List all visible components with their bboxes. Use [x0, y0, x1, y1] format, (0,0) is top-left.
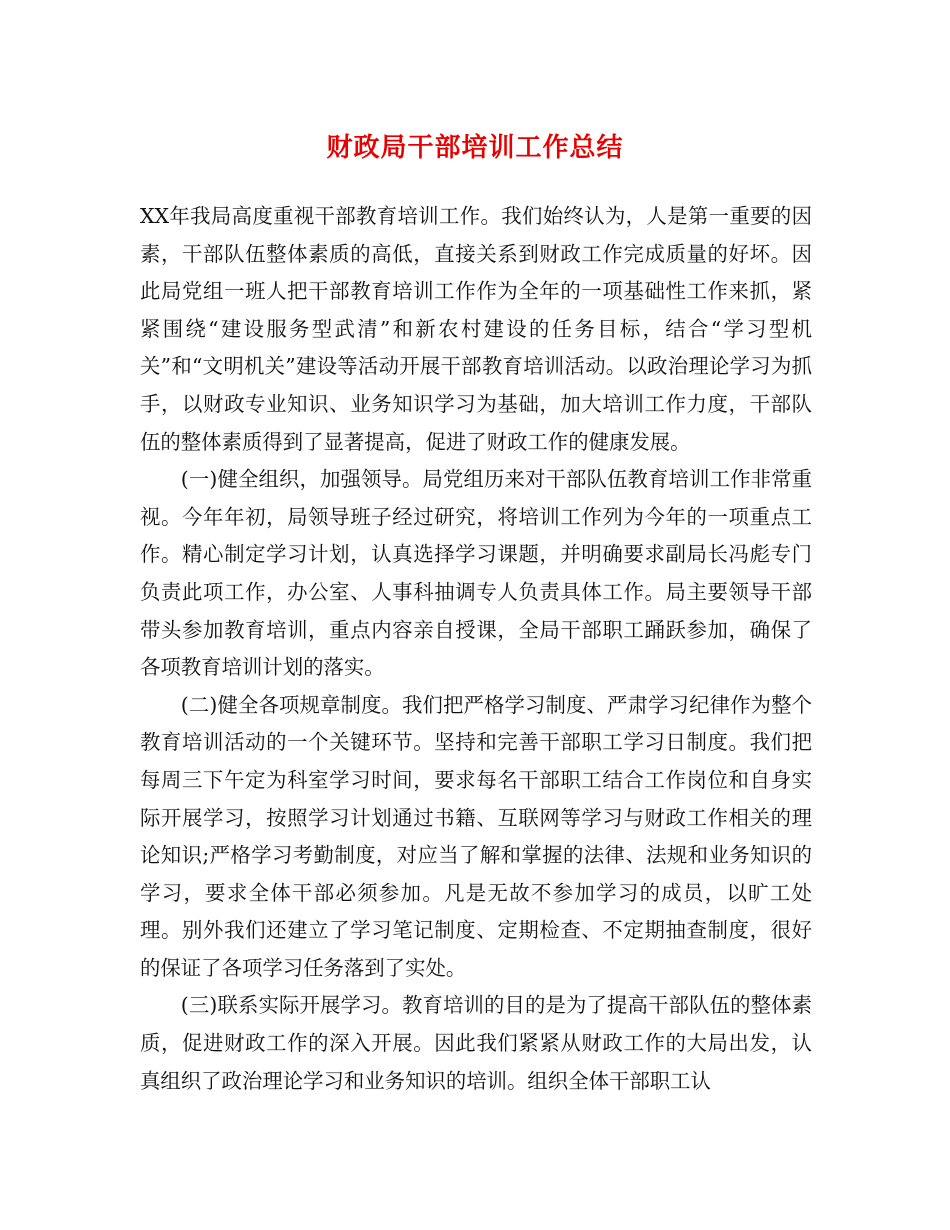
paragraph-section-3: (三)联系实际开展学习。教育培训的目的是为了提高干部队伍的整体素质，促进财政工作的深入开展。因此我们紧紧从财政工作的大局出发，认真组织了政治理论学习和业务知识的培训。组织全体干部职工认	[140, 993, 812, 1093]
document-body	[140, 198, 812, 1100]
paragraph-section-2: (二)健全各项规章制度。我们把严格学习制度、严肃学习纪律作为整个教育培训活动的一个关键环节。坚持和完善干部职工学习日制度。我们把每周三下午定为科室学习时间，要求每名干部职工结合工作岗位和自身实际开展学习，按照学习计划通过书籍、互联网等学习与财政工作相关的理论知识;严格学习考勤制度，对应当了解和掌握的法律、法规和业务知识的学习，要求全体干部必须参加。凡是无故不参加学习的成员，以旷工处理。别外我们还建立了学习笔记制度、定期检查、不定期抽查制度，很好的保证了各项学习任务落到了实处。	[140, 692, 812, 980]
paragraph-intro: XX年我局高度重视干部教育培训工作。我们始终认为，人是第一重要的因素，干部队伍整体素质的高低，直接关系到财政工作完成质量的好坏。因此局党组一班人把干部教育培训工作作为全年的一项基础性工作来抓，紧紧围绕“建设服务型武清”和新农村建设的任务目标，结合“学习型机关”和“文明机关”建设等活动开展干部教育培训活动。以政治理论学习为抓手，以财政专业知识、业务知识学习为基础，加大培训工作力度，干部队伍的整体素质得到了显著提高，促进了财政工作的健康发展。	[140, 204, 812, 454]
paragraph-section-1: (一)健全组织，加强领导。局党组历来对干部队伍教育培训工作非常重视。今年年初，局领导班子经过研究，将培训工作列为今年的一项重点工作。精心制定学习计划，认真选择学习课题，并明确要求副局长冯彪专门负责此项工作，办公室、人事科抽调专人负责具体工作。局主要领导干部带头参加教育培训，重点内容亲自授课，全局干部职工踊跃参加，确保了各项教育培训计划的落实。	[140, 467, 812, 680]
document-title: 财政局干部培训工作总结	[326, 133, 624, 163]
